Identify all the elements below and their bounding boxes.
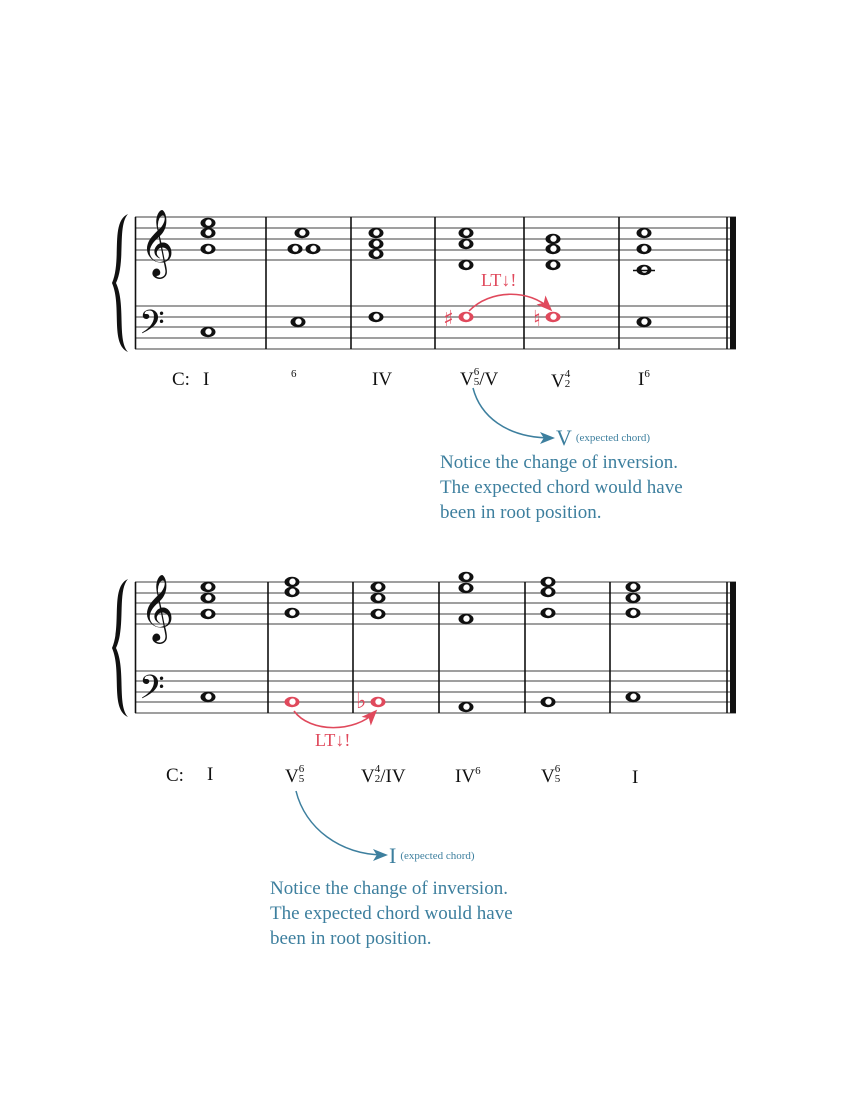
numeral-V42-of-IV: V 4 2 /IV [361,763,406,787]
bass-clef-icon: 𝄢 [139,669,165,715]
numeral-V65: V 6 5 [285,763,305,787]
numeral-IV6: $IV^6$ [455,765,481,787]
numeral-V42: V 4 2 [551,368,571,392]
final-barline [730,217,736,349]
flat-icon: ♭ [356,689,367,714]
expected-arrow [473,388,552,438]
key-label: C: [166,765,184,786]
numeral-V65-of-V: V 6 5 /V [460,366,499,390]
leading-tone-label: LT↓! [481,270,517,290]
red-notes [285,689,386,728]
barlines [136,217,728,349]
natural-icon: ♮ [533,307,541,332]
bass-clef-icon: 𝄢 [139,304,165,350]
brace [112,214,128,352]
notes [201,218,656,337]
expected-chord-label: V $^{(expected chord)}$ [556,425,651,450]
sharp-icon: ♯ [443,307,454,332]
key-label: C: [172,369,190,390]
numeral-figure-6: 6 [291,368,297,380]
bass-staff [135,671,736,713]
numeral-IV: IV [372,369,393,390]
expected-chord-label: I $^{(expected chord)}$ [389,843,475,868]
leading-tone-label: LT↓! [315,730,351,750]
inversion-comment: Notice the change of inversion. The expected chord would have been in root position. [270,878,513,949]
system-2 [112,572,736,855]
final-barline [730,582,736,713]
treble-staff [135,582,736,624]
numeral-I6: $I^6$ [638,368,650,390]
inversion-comment: Notice the change of inversion. The expected chord would have been in root position. [440,452,683,523]
system-1 [112,208,736,438]
treble-clef-icon: 𝄞 [140,208,175,276]
numeral-V65: V 6 5 [541,763,561,787]
treble-clef-icon: 𝄞 [140,573,175,641]
numeral-I: I [207,764,214,785]
numeral-I: I [203,369,210,390]
expected-arrow [296,791,385,855]
red-notes [443,294,561,332]
brace [112,579,128,717]
numeral-I: I [632,767,639,788]
